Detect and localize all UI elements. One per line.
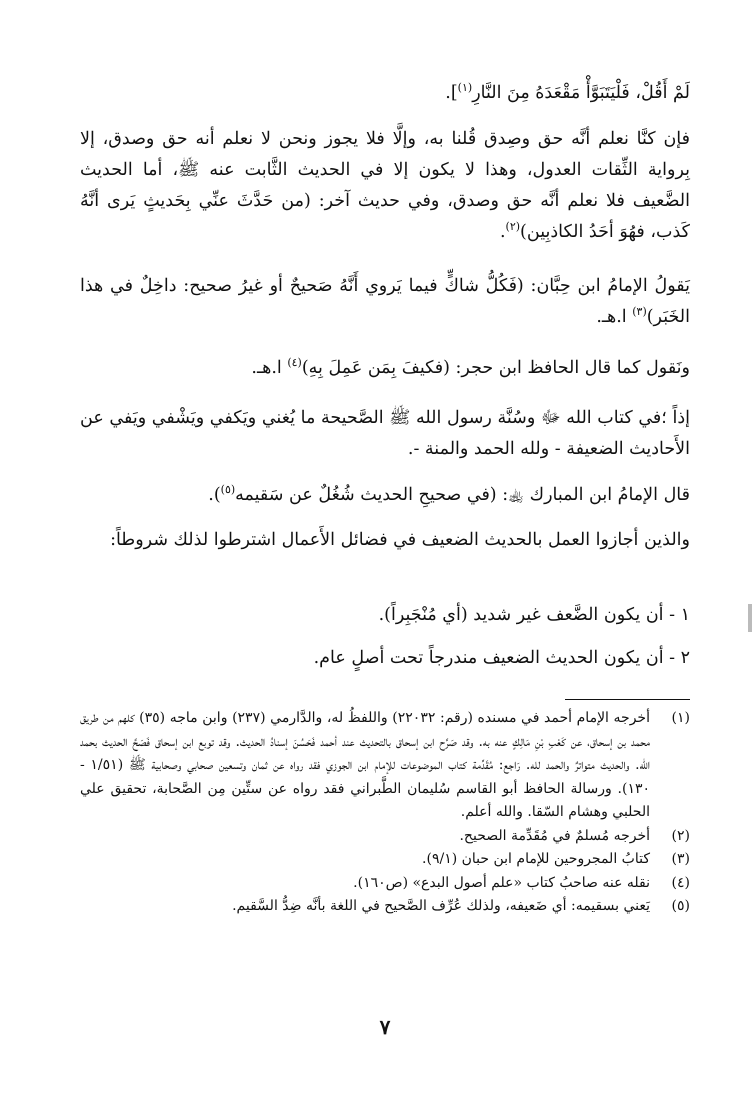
paragraph-text: ونَقول كما قال الحافظ ابن حجر: (فكيفَ بِمَن عَمِلَ بِهِ) xyxy=(301,358,690,378)
footnote-text: كتابُ المجروحين للإمام ابن حبان (٩/١). xyxy=(422,851,650,867)
list-item-text: ١ - أن يكون الضَّعف غير شديد (أي مُنْجَبِراً). xyxy=(378,605,690,625)
footnote-ref: (٤) xyxy=(287,356,302,370)
footnote xyxy=(80,707,690,825)
footnote xyxy=(80,848,690,872)
paragraph-text: لَمْ أَقُلْ، فَلْيَتَبَوَّأْ مَقْعَدَهُ مِنَ النَّارِ xyxy=(472,83,690,103)
footnote-ref: (٣) xyxy=(632,305,647,319)
footnote-number: (٣) xyxy=(671,851,690,867)
list-item xyxy=(80,600,690,631)
paragraph-text: والذين أجازوا العمل بالحديث الضعيف في فضائل الأَعمال اشترطوا لذلك شروطاً: xyxy=(110,530,690,550)
footnote-number: (١) xyxy=(671,710,690,726)
paragraph-tail: ا.هـ. xyxy=(596,307,633,327)
scan-edge-mark xyxy=(748,604,752,632)
footnote-ref: (١) xyxy=(457,81,473,95)
footnote-number: (٥) xyxy=(671,898,690,914)
body-paragraph xyxy=(80,525,690,556)
body-paragraph xyxy=(80,271,690,333)
footnote xyxy=(80,895,690,919)
body-paragraph xyxy=(80,124,690,248)
footnote-text: نقله عنه صاحبُ كتاب «علم أصول البدع» (ص١٦٠). xyxy=(353,874,650,891)
footnote-number: (٤) xyxy=(671,874,690,891)
body-paragraph xyxy=(80,353,690,384)
paragraph-tail: ]. xyxy=(445,83,458,103)
paragraph-tail: ). xyxy=(208,485,221,505)
body-paragraph xyxy=(80,480,690,511)
footnote-separator xyxy=(565,699,690,700)
paragraph-tail: . xyxy=(499,222,506,242)
list-item-text: ٢ - أن يكون الحديث الضعيف مندرجاً تحت أصلٍ عام. xyxy=(313,648,690,668)
body-paragraph xyxy=(80,403,690,465)
footnote-ref: (٥) xyxy=(220,483,236,497)
footnote-text: أخرجه مُسلمٌ في مُقَدِّمة الصحيح. xyxy=(459,827,650,844)
footnote-number: (٢) xyxy=(671,827,690,844)
list-item xyxy=(80,643,690,674)
paragraph-tail: ا.هـ. xyxy=(251,358,288,378)
paragraph-text: فإن كنَّا نعلم أنَّه حق وصِدق قُلنا به، وإلَّا فلا يجوز ونحن لا نعلم أنه حق وصدق، إلا بِرواية الثِّقات العدول، وهذا لا يكون إلا في الحديث الثَّابت عنه ﷺ، أما الحديث الضَّعيف فلا نعلم أنَّه حق وصدق، وفي حديث آخر: (من حَدَّثَ عنِّي بِحَديثٍ يَرى أنَّهُ كَذب، فهُوَ أحَدُ الكاذبِين) xyxy=(80,129,690,242)
footnote-text: يَعني بسقيمه: أي ضَعيفه، ولذلك عُرِّف الصَّحيح في اللغة بأنَّه ضِدُّ السَّقيم. xyxy=(232,898,650,914)
footnote xyxy=(80,872,690,896)
paragraph-text: قال الإمامُ ابن المبارك ﵀: (في صحيحِ الحديث شُغُلٌ عن سَقيمه xyxy=(235,485,690,505)
paragraph-text: يَقولُ الإمامُ ابن حِبَّان: (فَكُلُّ شاكٍّ فيما يَروي أَنَّهُ صَحيحٌ أو غيرُ صحيح: داخِلٌ في هذا الخَبَر) xyxy=(80,276,690,327)
document-page xyxy=(80,0,690,1115)
footnotes xyxy=(80,707,690,919)
body-paragraph xyxy=(80,78,690,109)
footnote-text: أخرجه الإمام أحمد في مسنده (رقم: ٢٢٠٣٢) واللفظُ له، والدَّارمي (٢٣٧) وابن ماجه (٣٥) كلهم من طريق محمد بن إسحاق، عن كَعْبِ بْنِ مَالِكٍ عنه به. وقد صَرَّح ابن إسحاق بالتحديث عند أحمد فَحَسُنَ إسنادُ الحديث. وقد توبع ابن إسحاق فَصَحَّ الحديث بحمد الله. والحديث متواترٌ والحمد لله. رَاجع: مُقَدِّمة كتاب الموضوعات للإمام ابن الجوزي فقد رواه عن ثمان وتسعين صحابي وصحابية ﷺ (١/٥١ - ١٣٠). ورسالة الحافظ أبو القاسم سُليمان الطَّبراني فقد رواه عن ستِّين مِن الصَّحابة، تحقيق علي الحلبي وهشام السّقا. والله أعلم. xyxy=(80,710,650,820)
paragraph-text: إذاً ؛في كتاب الله ﷻ وسُنَّة رسول الله ﷺ الصَّحيحة ما يُغني ويَكفي ويَشْفي ويَفي عن الأَحاديث الضعيفة - ولله الحمد والمنة -. xyxy=(80,408,690,459)
footnote xyxy=(80,825,690,849)
footnote-ref: (٢) xyxy=(505,220,521,234)
page-number: ٧ xyxy=(379,1015,391,1039)
